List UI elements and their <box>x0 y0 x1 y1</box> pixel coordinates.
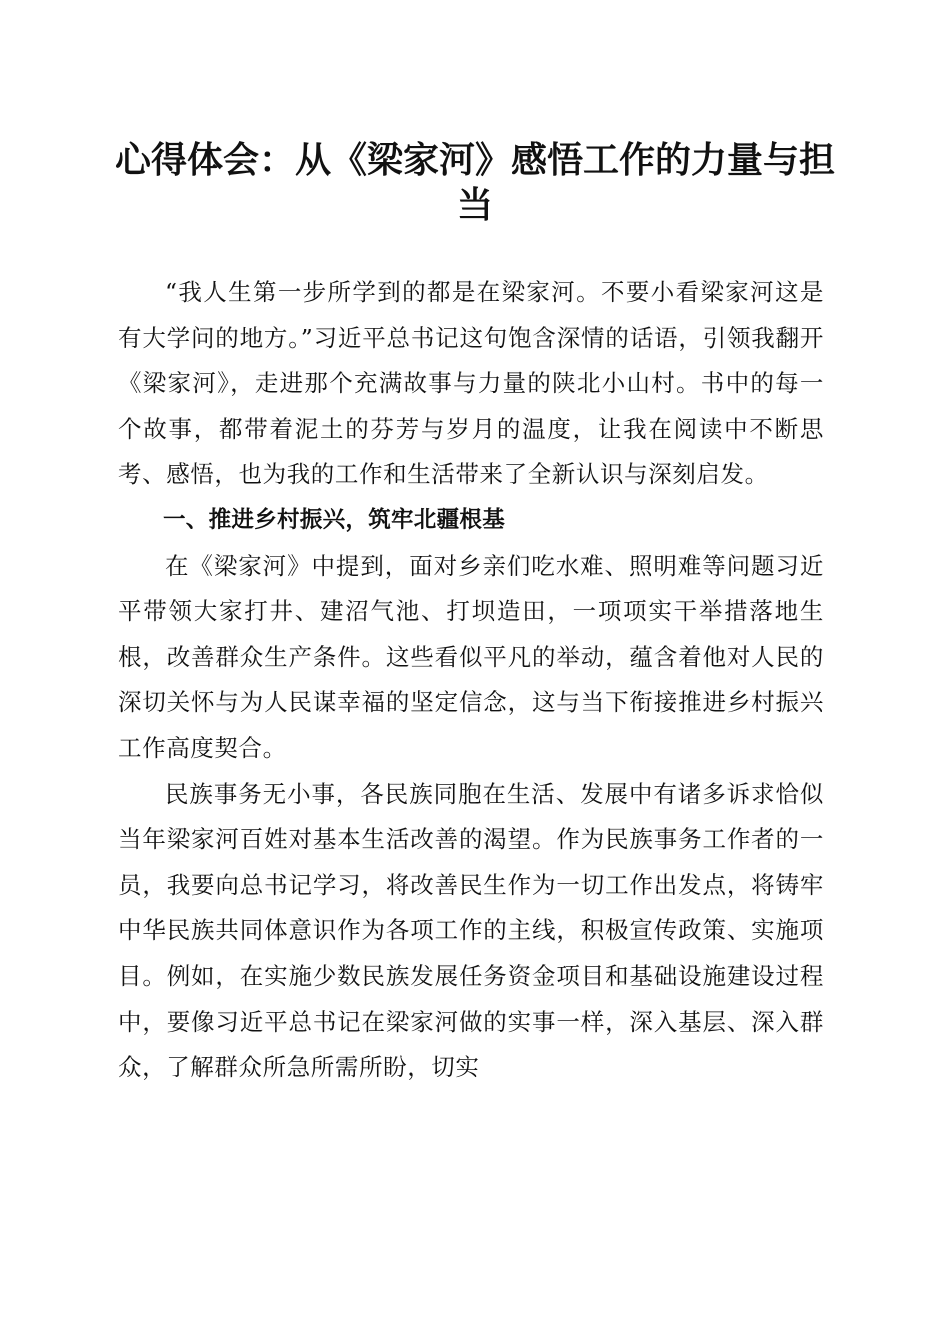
document-body <box>118 270 824 1091</box>
intro-paragraph: “我人生第一步所学到的都是在梁家河。不要小看梁家河这是有大学问的地方。”习近平总书记这句饱含深情的话语，引领我翻开《梁家河》，走进那个充满故事与力量的陕北小山村。书中的每一个故事，都带着泥土的芬芳与岁月的温度，让我在阅读中不断思考、感悟，也为我的工作和生活带来了全新认识与深刻启发。 <box>118 278 824 489</box>
section-paragraph: 民族事务无小事，各民族同胞在生活、发展中有诸多诉求恰似当年梁家河百姓对基本生活改善的渴望。作为民族事务工作者的一员，我要向总书记学习，将改善民生作为一切工作出发点，将铸牢中华民族共同体意识作为各项工作的主线，积极宣传政策、实施项目。例如，在实施少数民族发展任务资金项目和基础设施建设过程中，要像习近平总书记在梁家河做的实事一样，深入基层、深入群众，了解群众所急所需所盼，切实 <box>118 779 824 1082</box>
section-paragraph: 在《梁家河》中提到，面对乡亲们吃水难、照明难等问题习近平带领大家打井、建沼气池、打坝造田，一项项实干举措落地生根，改善群众生产条件。这些看似平凡的举动，蕴含着他对人民的深切关怀与为人民谋幸福的坚定信念，这与当下衔接推进乡村振兴工作高度契合。 <box>118 551 824 762</box>
section-heading: 一、推进乡村振兴，筑牢北疆根基 <box>163 506 506 533</box>
document-title: 心得体会：从《梁家河》感悟工作的力量与担当 <box>114 139 835 226</box>
